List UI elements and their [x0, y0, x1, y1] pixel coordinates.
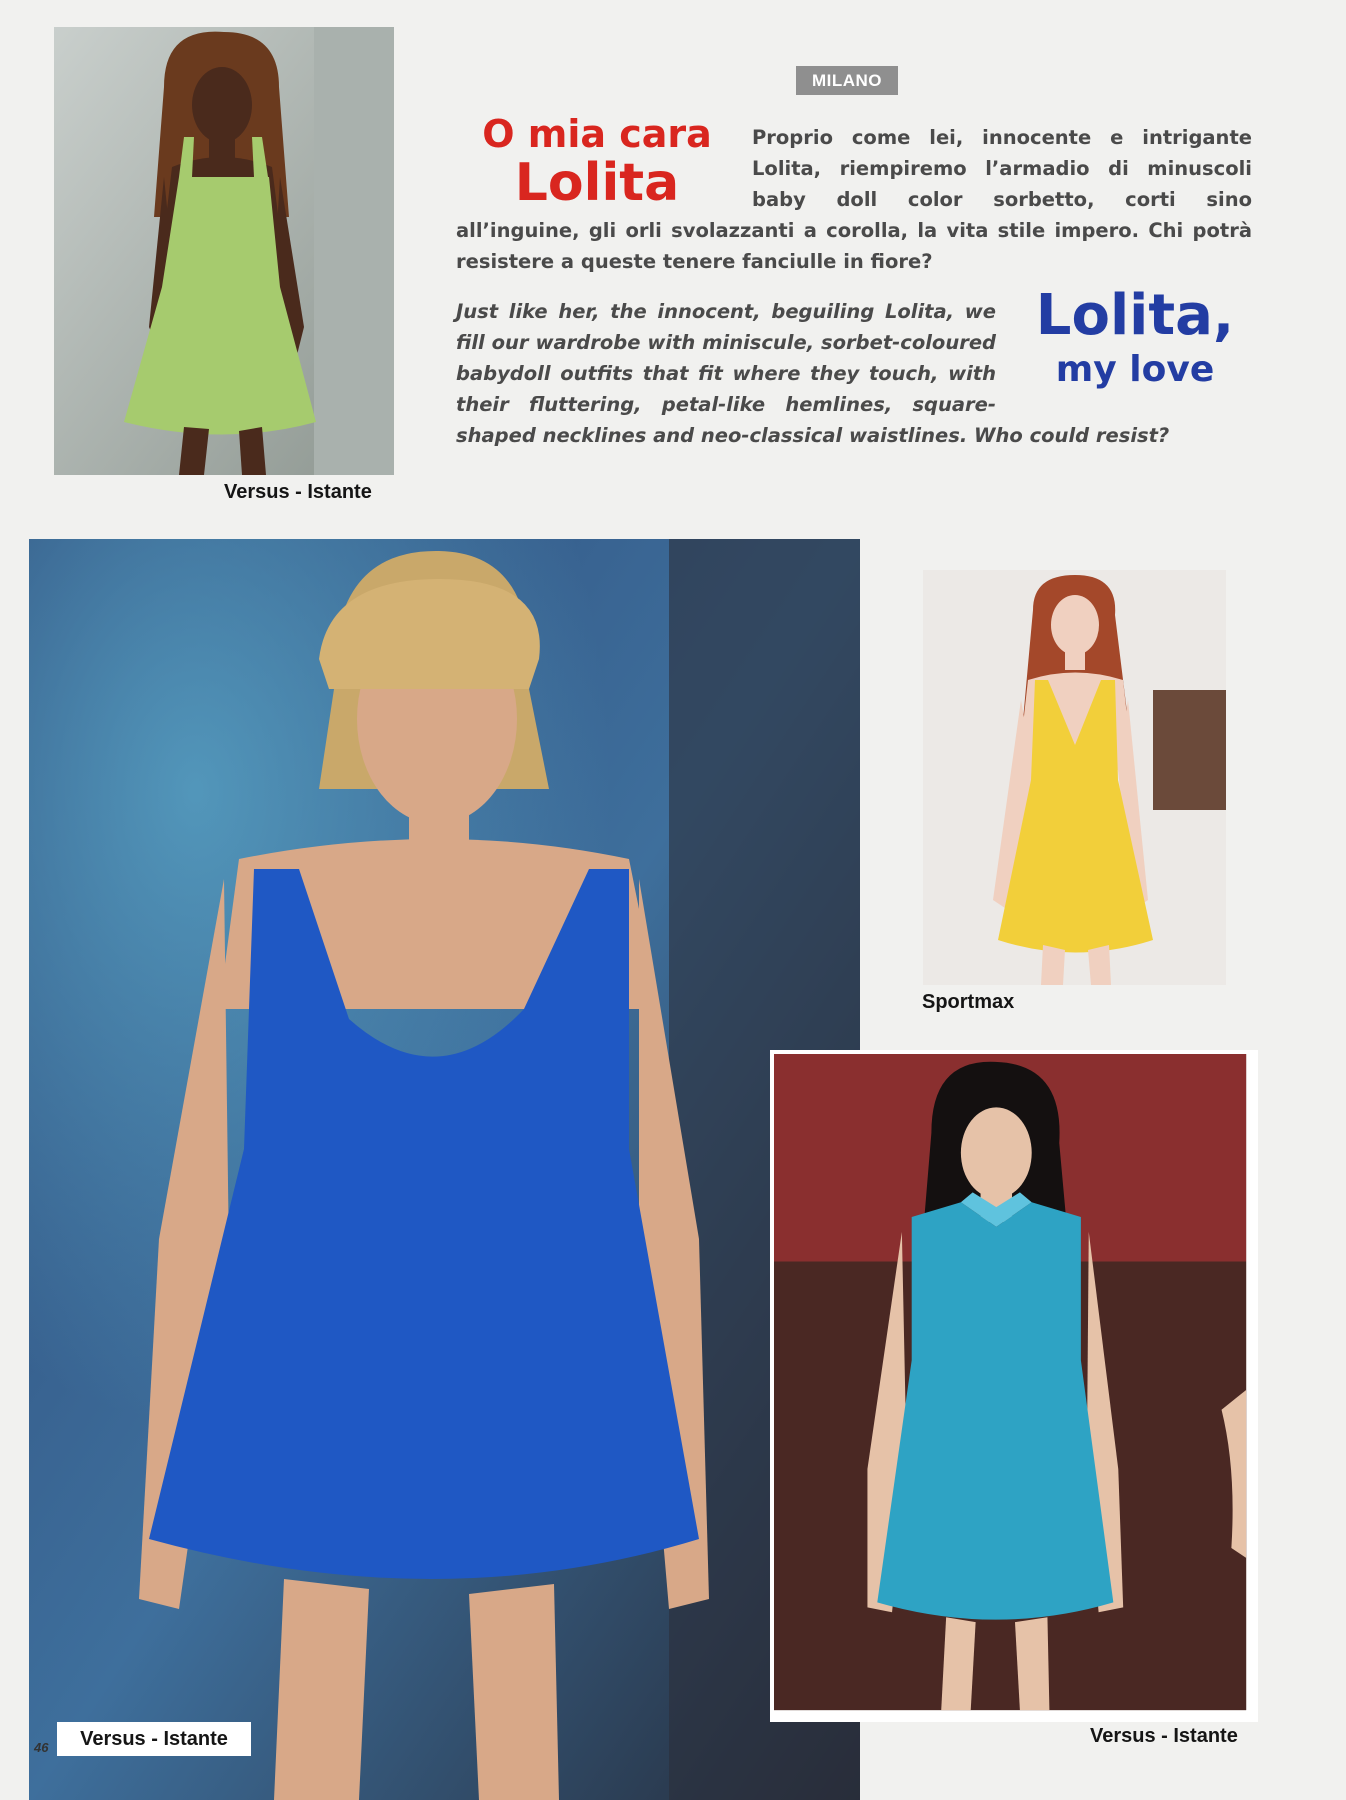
photo-green-dress — [54, 27, 394, 475]
caption-teal-dress: Versus - Istante — [1090, 1725, 1238, 1747]
italian-title-line1: O mia cara — [482, 112, 712, 156]
english-body — [456, 296, 1252, 451]
italian-body-text: Proprio come lei, innocente e intrigante Lolita, riempiremo l’armadio di minuscoli baby doll color sorbetto, corti sino all’inguine, gli orli svolazzanti a corolla, la vita stile impero. Chi potrà resistere a queste tenere fanciulle in fiore? — [456, 126, 1252, 273]
english-title-line2: my love — [1055, 349, 1215, 390]
caption-green-dress: Versus - Istante — [224, 481, 372, 503]
section-tag-milano: MILANO — [796, 66, 898, 95]
photo-blue-dress — [29, 539, 860, 1800]
model-yellow-dress-illustration — [923, 570, 1226, 985]
italian-title-line2: Lolita — [514, 153, 680, 213]
page-number: 46 — [34, 1740, 49, 1755]
english-title-line1: Lolita, — [1035, 283, 1235, 348]
caption-yellow-dress: Sportmax — [922, 991, 1015, 1013]
caption-blue-dress: Versus - Istante — [57, 1722, 251, 1756]
model-teal-dress-illustration — [774, 1054, 1254, 1718]
italian-title-space — [456, 122, 752, 212]
photo-yellow-dress — [923, 570, 1226, 985]
italian-body — [456, 122, 1252, 277]
photo-teal-dress — [770, 1050, 1258, 1722]
english-title-space — [996, 296, 1252, 392]
model-green-dress-illustration — [54, 27, 394, 475]
model-blue-dress-illustration — [29, 539, 860, 1800]
english-body-text: Just like her, the innocent, beguiling Lolita, we fill our wardrobe with miniscule, sorbet-coloured babydoll outfits that fit where they touch, with their fluttering, petal-like hemlines, square-shaped necklines and neo-classical waistlines. Who could resist? — [456, 300, 1170, 447]
